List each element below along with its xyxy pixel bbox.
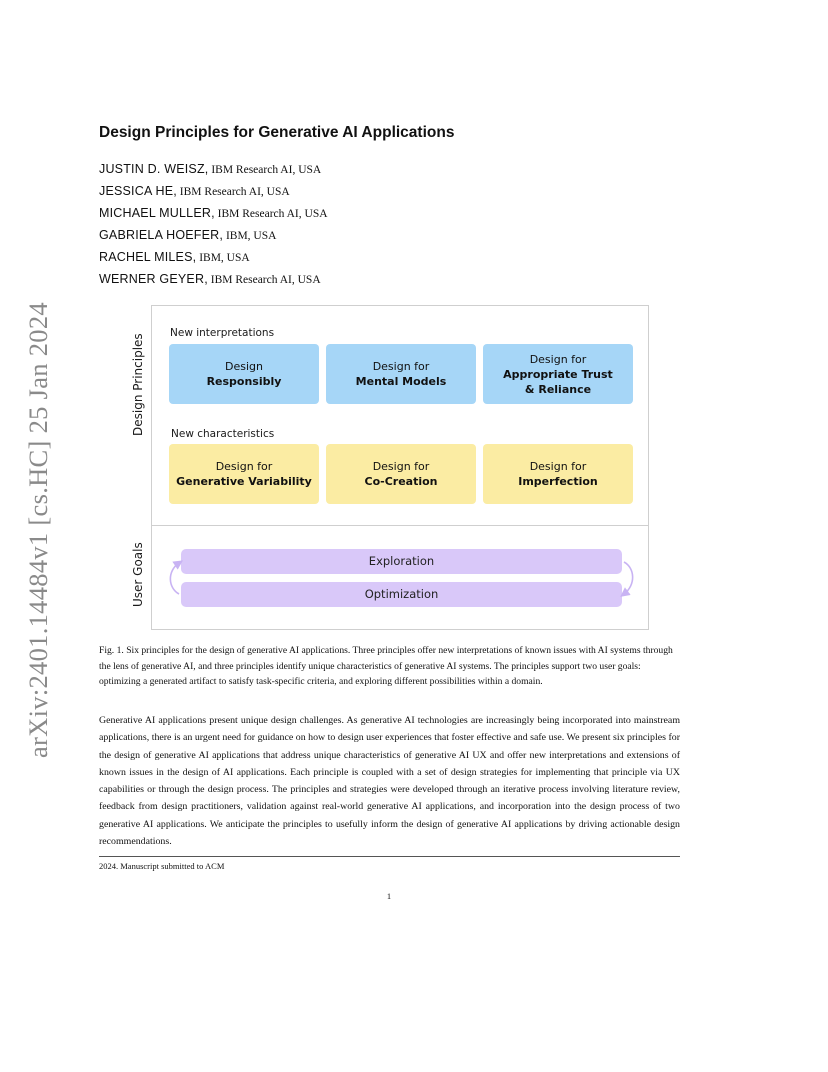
author [99,160,328,182]
principle-name: Generative Variability [176,475,312,488]
author-name: MICHAEL MULLER, [99,206,215,220]
author-affiliation: IBM, USA [196,252,250,264]
goal-exploration: Exploration [181,549,622,574]
goal-optimization: Optimization [181,582,622,607]
principle-name-line2: & Reliance [524,382,592,396]
principle-prefix: Design for [529,460,587,473]
author-name: JUSTIN D. WEISZ, [99,162,209,176]
new-interpretations-label: New interpretations [170,327,275,339]
author [99,182,328,204]
author-affiliation: IBM Research AI, USA [208,164,322,176]
principle-name: Appropriate Trust [503,367,613,381]
principles-figure [131,305,649,630]
author-affiliation: IBM Research AI, USA [176,186,290,198]
principle-prefix: Design for [215,460,273,473]
page-number: 1 [386,891,392,901]
arxiv-stamp: arXiv:2401.14484v1 [cs.HC] 25 Jan 2024 [23,302,53,758]
author [99,270,328,292]
author-affiliation: IBM Research AI, USA [214,208,328,220]
footnote: 2024. Manuscript submitted to ACM [99,861,225,871]
principle-prefix: Design for [372,460,430,473]
paper-title: Design Principles for Generative AI Applications [99,124,455,141]
principle-name: Co-Creation [364,475,438,488]
author-name: WERNER GEYER, [99,272,208,286]
footnote-rule [99,856,680,857]
author-name: RACHEL MILES, [99,250,197,264]
design-principles-label: Design Principles [131,333,145,436]
principle-prefix: Design for [372,360,430,373]
principle-name: Mental Models [355,375,447,388]
figure-caption: Fig. 1. Six principles for the design of generative AI applications. Three principles offer new interpretations of known issues with AI systems through the lens of generative AI, and three principles identify unique characteristics of generative AI systems. The principles support two user goals: optimizing a generated artifact to satisfy task-specific criteria, and exploring different possibilities within a domain. [99,645,673,687]
author-affiliation: IBM Research AI, USA [207,274,321,286]
author-affiliation: IBM, USA [223,230,277,242]
cycle-arrows-icon [152,306,650,631]
new-characteristics-label: New characteristics [171,428,275,440]
abstract: Generative AI applications present unique design challenges. As generative AI technologies are increasingly being incorporated into mainstream applications, there is an urgent need for guidance on how to design user experiences that foster effective and safe use. We present six principles for the design of generative AI applications that address unique characteristics of generative AI UX and offer new interpretations and extensions of known issues in the design of AI applications. Each principle is coupled with a set of design strategies for implementing that principle via UX capabilities or through the design process. The principles and strategies were developed through an iterative process involving literature review, feedback from design practitioners, validation against real-world generative AI applications, and incorporation into the design process of two generative AI applications. We anticipate the principles to usefully inform the design of generative AI applications by driving actionable design recommendations. [99,715,680,848]
principle-name: Responsibly [206,375,282,388]
principle-name: Imperfection [518,475,598,488]
author-name: JESSICA HE, [99,184,177,198]
principle-prefix: Design [225,360,263,373]
author [99,248,328,270]
author-name: GABRIELA HOEFER, [99,228,224,242]
principle-prefix: Design for [529,352,587,366]
author [99,204,328,226]
user-goals-label: User Goals [131,542,145,607]
author [99,226,328,248]
author-list [99,160,328,292]
